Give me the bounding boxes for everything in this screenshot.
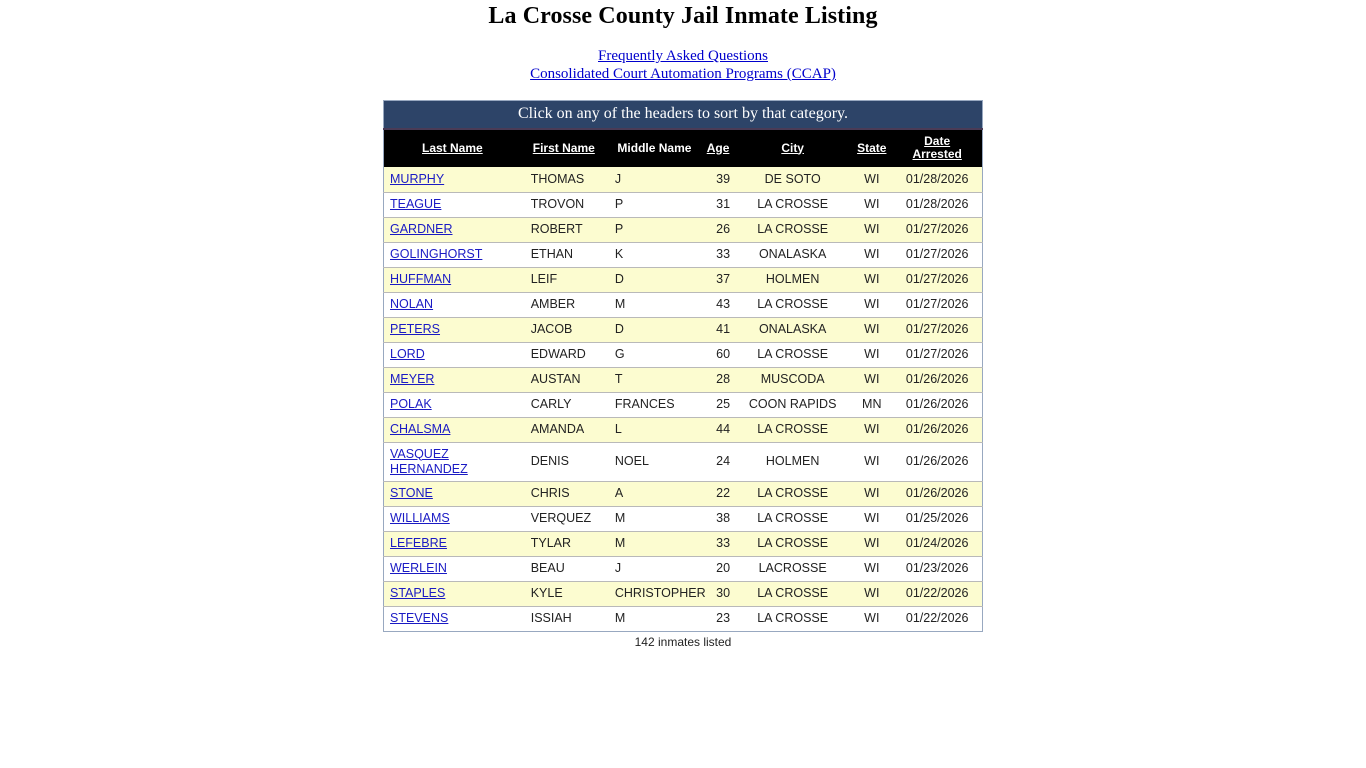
column-header-date-arrested[interactable] (892, 129, 982, 167)
cell-state: WI (851, 581, 892, 606)
cell-last-name[interactable] (384, 367, 521, 392)
cell-first-name: EDWARD (521, 342, 607, 367)
cell-state: WI (851, 506, 892, 531)
cell-city: ONALASKA (734, 317, 851, 342)
sort-banner-row (384, 101, 983, 130)
cell-middle-name: P (607, 217, 702, 242)
cell-age: 22 (702, 481, 734, 506)
cell-middle-name: CHRISTOPHER (607, 581, 702, 606)
cell-age: 30 (702, 581, 734, 606)
cell-last-name[interactable] (384, 481, 521, 506)
table-row (384, 367, 983, 392)
sort-link-date-arrested-line2[interactable]: Arrested (912, 147, 962, 161)
inmate-detail-link[interactable]: TEAGUE (390, 197, 442, 211)
cell-state: WI (851, 192, 892, 217)
inmate-detail-link[interactable]: NOLAN (390, 297, 434, 311)
inmate-detail-link[interactable]: WERLEIN (390, 561, 447, 575)
cell-city: LACROSSE (734, 556, 851, 581)
inmate-detail-link[interactable]: VASQUEZ HERNANDEZ (390, 446, 468, 476)
table-head (384, 101, 983, 168)
cell-city: LA CROSSE (734, 342, 851, 367)
label-middle-name: Middle Name (617, 140, 692, 155)
inmate-detail-link[interactable]: POLAK (390, 397, 432, 411)
table-row (384, 192, 983, 217)
cell-age: 31 (702, 192, 734, 217)
table-row (384, 392, 983, 417)
cell-date-arrested: 01/25/2026 (892, 506, 982, 531)
inmate-listing-table (383, 100, 983, 632)
cell-date-arrested: 01/23/2026 (892, 556, 982, 581)
cell-date-arrested: 01/26/2026 (892, 417, 982, 442)
cell-date-arrested: 01/27/2026 (892, 242, 982, 267)
inmate-detail-link[interactable]: PETERS (390, 322, 441, 336)
inmate-detail-link[interactable]: STEVENS (390, 611, 449, 625)
cell-date-arrested: 01/28/2026 (892, 192, 982, 217)
cell-state: WI (851, 267, 892, 292)
cell-city: LA CROSSE (734, 531, 851, 556)
cell-middle-name: M (607, 292, 702, 317)
cell-first-name: BEAU (521, 556, 607, 581)
column-header-row (384, 129, 983, 167)
cell-last-name[interactable] (384, 392, 521, 417)
inmate-detail-link[interactable]: HUFFMAN (390, 272, 452, 286)
cell-state: WI (851, 217, 892, 242)
cell-first-name: ETHAN (521, 242, 607, 267)
table-row (384, 531, 983, 556)
cell-last-name[interactable] (384, 317, 521, 342)
table-row (384, 481, 983, 506)
cell-last-name[interactable] (384, 217, 521, 242)
cell-last-name[interactable] (384, 192, 521, 217)
cell-first-name: AUSTAN (521, 367, 607, 392)
cell-state: WI (864, 611, 880, 625)
cell-last-name[interactable] (384, 267, 521, 292)
inmate-detail-link[interactable]: MURPHY (390, 171, 445, 186)
column-header-middle-name (607, 129, 702, 167)
sort-link-last-name[interactable]: Last Name (422, 140, 483, 155)
sort-link-first-name[interactable]: First Name (532, 140, 595, 155)
ccap-link[interactable]: Consolidated Court Automation Programs (CCAP) (530, 66, 836, 82)
inmate-detail-link[interactable]: STONE (390, 486, 433, 500)
cell-age: 39 (702, 167, 734, 192)
table-row (384, 417, 983, 442)
cell-first-name: VERQUEZ (521, 506, 607, 531)
cell-middle-name: J (607, 556, 702, 581)
cell-age: 26 (702, 217, 734, 242)
cell-last-name[interactable] (384, 167, 521, 192)
cell-middle-name: T (607, 367, 702, 392)
cell-last-name[interactable] (384, 342, 521, 367)
cell-middle-name: M (607, 506, 702, 531)
table-row (384, 242, 983, 267)
table-row (384, 606, 983, 631)
column-header-city[interactable] (734, 129, 851, 167)
cell-last-name[interactable] (384, 581, 521, 606)
cell-state: WI (851, 556, 892, 581)
cell-city: HOLMEN (734, 267, 851, 292)
cell-age: 28 (702, 367, 734, 392)
page-title: La Crosse County Jail Inmate Listing (488, 3, 878, 29)
cell-date-arrested: 01/24/2026 (892, 531, 982, 556)
cell-middle-name: D (607, 267, 702, 292)
cell-state: WI (851, 442, 892, 481)
cell-first-name: ROBERT (521, 217, 607, 242)
column-header-state[interactable] (851, 129, 892, 167)
cell-city: COON RAPIDS (734, 392, 851, 417)
cell-age: 25 (702, 392, 734, 417)
table-body (384, 167, 983, 631)
inmate-detail-link[interactable]: LORD (390, 347, 425, 361)
cell-city: LA CROSSE (734, 292, 851, 317)
cell-date-arrested: 01/27/2026 (892, 292, 982, 317)
cell-age: 33 (702, 531, 734, 556)
inmate-detail-link[interactable]: MEYER (390, 372, 435, 386)
cell-first-name: JACOB (521, 317, 607, 342)
cell-last-name[interactable] (384, 242, 521, 267)
table-row (384, 292, 983, 317)
cell-state: WI (851, 242, 892, 267)
cell-last-name[interactable] (384, 442, 521, 481)
cell-middle-name: NOEL (607, 442, 702, 481)
cell-age: 24 (702, 442, 734, 481)
cell-age: 44 (702, 417, 734, 442)
cell-city: LA CROSSE (734, 481, 851, 506)
inmate-detail-link[interactable]: LEFEBRE (390, 536, 447, 550)
cell-state: WI (851, 531, 892, 556)
cell-age: 33 (702, 242, 734, 267)
cell-first-name: LEIF (521, 267, 607, 292)
sort-link-date-arrested-line1[interactable]: Date (924, 134, 951, 148)
cell-city: MUSCODA (734, 367, 851, 392)
cell-last-name[interactable] (384, 606, 521, 631)
cell-city: LA CROSSE (734, 217, 851, 242)
cell-first-name: TROVON (521, 192, 607, 217)
inmate-detail-link[interactable]: GOLINGHORST (390, 247, 483, 261)
cell-age: 43 (702, 292, 734, 317)
sort-link-state[interactable]: State (857, 140, 887, 155)
cell-first-name: AMANDA (521, 417, 607, 442)
cell-first-name: CARLY (521, 392, 607, 417)
cell-date-arrested: 01/26/2026 (892, 367, 982, 392)
cell-state: WI (851, 342, 892, 367)
cell-first-name: KYLE (521, 581, 607, 606)
cell-date-arrested: 01/27/2026 (892, 267, 982, 292)
inmate-count-note: 142 inmates listed (634, 634, 732, 649)
cell-middle-name: K (607, 242, 702, 267)
inmate-detail-link[interactable]: CHALSMA (390, 422, 451, 436)
table-row (384, 442, 983, 481)
cell-age: 60 (702, 342, 734, 367)
cell-first-name: TYLAR (521, 531, 607, 556)
cell-state: WI (851, 317, 892, 342)
cell-middle-name: FRANCES (607, 392, 702, 417)
cell-city: HOLMEN (734, 442, 851, 481)
cell-city: LA CROSSE (734, 581, 851, 606)
inmate-detail-link[interactable]: WILLIAMS (390, 511, 450, 525)
cell-date-arrested: 01/26/2026 (892, 442, 982, 481)
table-row (384, 581, 983, 606)
inmate-detail-link[interactable]: STAPLES (390, 586, 446, 600)
cell-middle-name: M (607, 531, 702, 556)
cell-middle-name: L (607, 417, 702, 442)
cell-date-arrested: 01/28/2026 (892, 167, 982, 192)
inmate-detail-link[interactable]: GARDNER (390, 222, 453, 236)
cell-date-arrested: 01/27/2026 (892, 217, 982, 242)
table-row (384, 317, 983, 342)
cell-age: 20 (702, 556, 734, 581)
cell-age: 38 (702, 506, 734, 531)
cell-date-arrested: 01/26/2026 (892, 392, 982, 417)
table-row (384, 556, 983, 581)
column-header-age[interactable] (702, 129, 734, 167)
cell-middle-name: D (607, 317, 702, 342)
column-header-last-name[interactable] (384, 129, 521, 167)
inmate-table-wrapper (383, 100, 983, 649)
cell-last-name[interactable] (384, 292, 521, 317)
sort-instruction-banner: Click on any of the headers to sort by that category. (384, 101, 983, 130)
cell-state: WI (851, 417, 892, 442)
cell-date-arrested: 01/22/2026 (905, 611, 969, 625)
cell-last-name[interactable] (384, 506, 521, 531)
cell-city: LA CROSSE (734, 506, 851, 531)
cell-first-name: ISSIAH (530, 611, 572, 625)
cell-state: WI (851, 481, 892, 506)
cell-first-name: DENIS (521, 442, 607, 481)
faq-link[interactable]: Frequently Asked Questions (598, 48, 768, 64)
cell-last-name[interactable] (384, 531, 521, 556)
cell-state: WI (851, 367, 892, 392)
cell-state: MN (851, 392, 892, 417)
header-links (0, 47, 1366, 83)
cell-city: LA CROSSE (757, 611, 829, 625)
cell-city: LA CROSSE (734, 192, 851, 217)
cell-age: 37 (702, 267, 734, 292)
cell-state: WI (851, 167, 892, 192)
cell-first-name: CHRIS (521, 481, 607, 506)
table-row (384, 217, 983, 242)
cell-last-name[interactable] (384, 417, 521, 442)
sort-link-city[interactable]: City (781, 140, 804, 155)
cell-age: 41 (702, 317, 734, 342)
cell-date-arrested: 01/26/2026 (892, 481, 982, 506)
cell-state: WI (851, 292, 892, 317)
table-row (384, 506, 983, 531)
table-row (384, 342, 983, 367)
cell-first-name: THOMAS (521, 167, 607, 192)
cell-middle-name: A (607, 481, 702, 506)
cell-city: ONALASKA (734, 242, 851, 267)
cell-city: LA CROSSE (734, 417, 851, 442)
cell-date-arrested: 01/27/2026 (892, 342, 982, 367)
sort-link-age[interactable]: Age (706, 140, 730, 155)
table-row (384, 267, 983, 292)
table-row (384, 167, 983, 192)
cell-middle-name: P (607, 192, 702, 217)
cell-last-name[interactable] (384, 556, 521, 581)
cell-date-arrested: 01/22/2026 (892, 581, 982, 606)
cell-middle-name: J (607, 167, 702, 192)
column-header-first-name[interactable] (521, 129, 607, 167)
cell-age: 23 (716, 611, 731, 625)
cell-first-name: AMBER (521, 292, 607, 317)
cell-middle-name: G (607, 342, 702, 367)
cell-date-arrested: 01/27/2026 (892, 317, 982, 342)
cell-middle-name: M (614, 611, 626, 625)
cell-city: DE SOTO (734, 167, 851, 192)
